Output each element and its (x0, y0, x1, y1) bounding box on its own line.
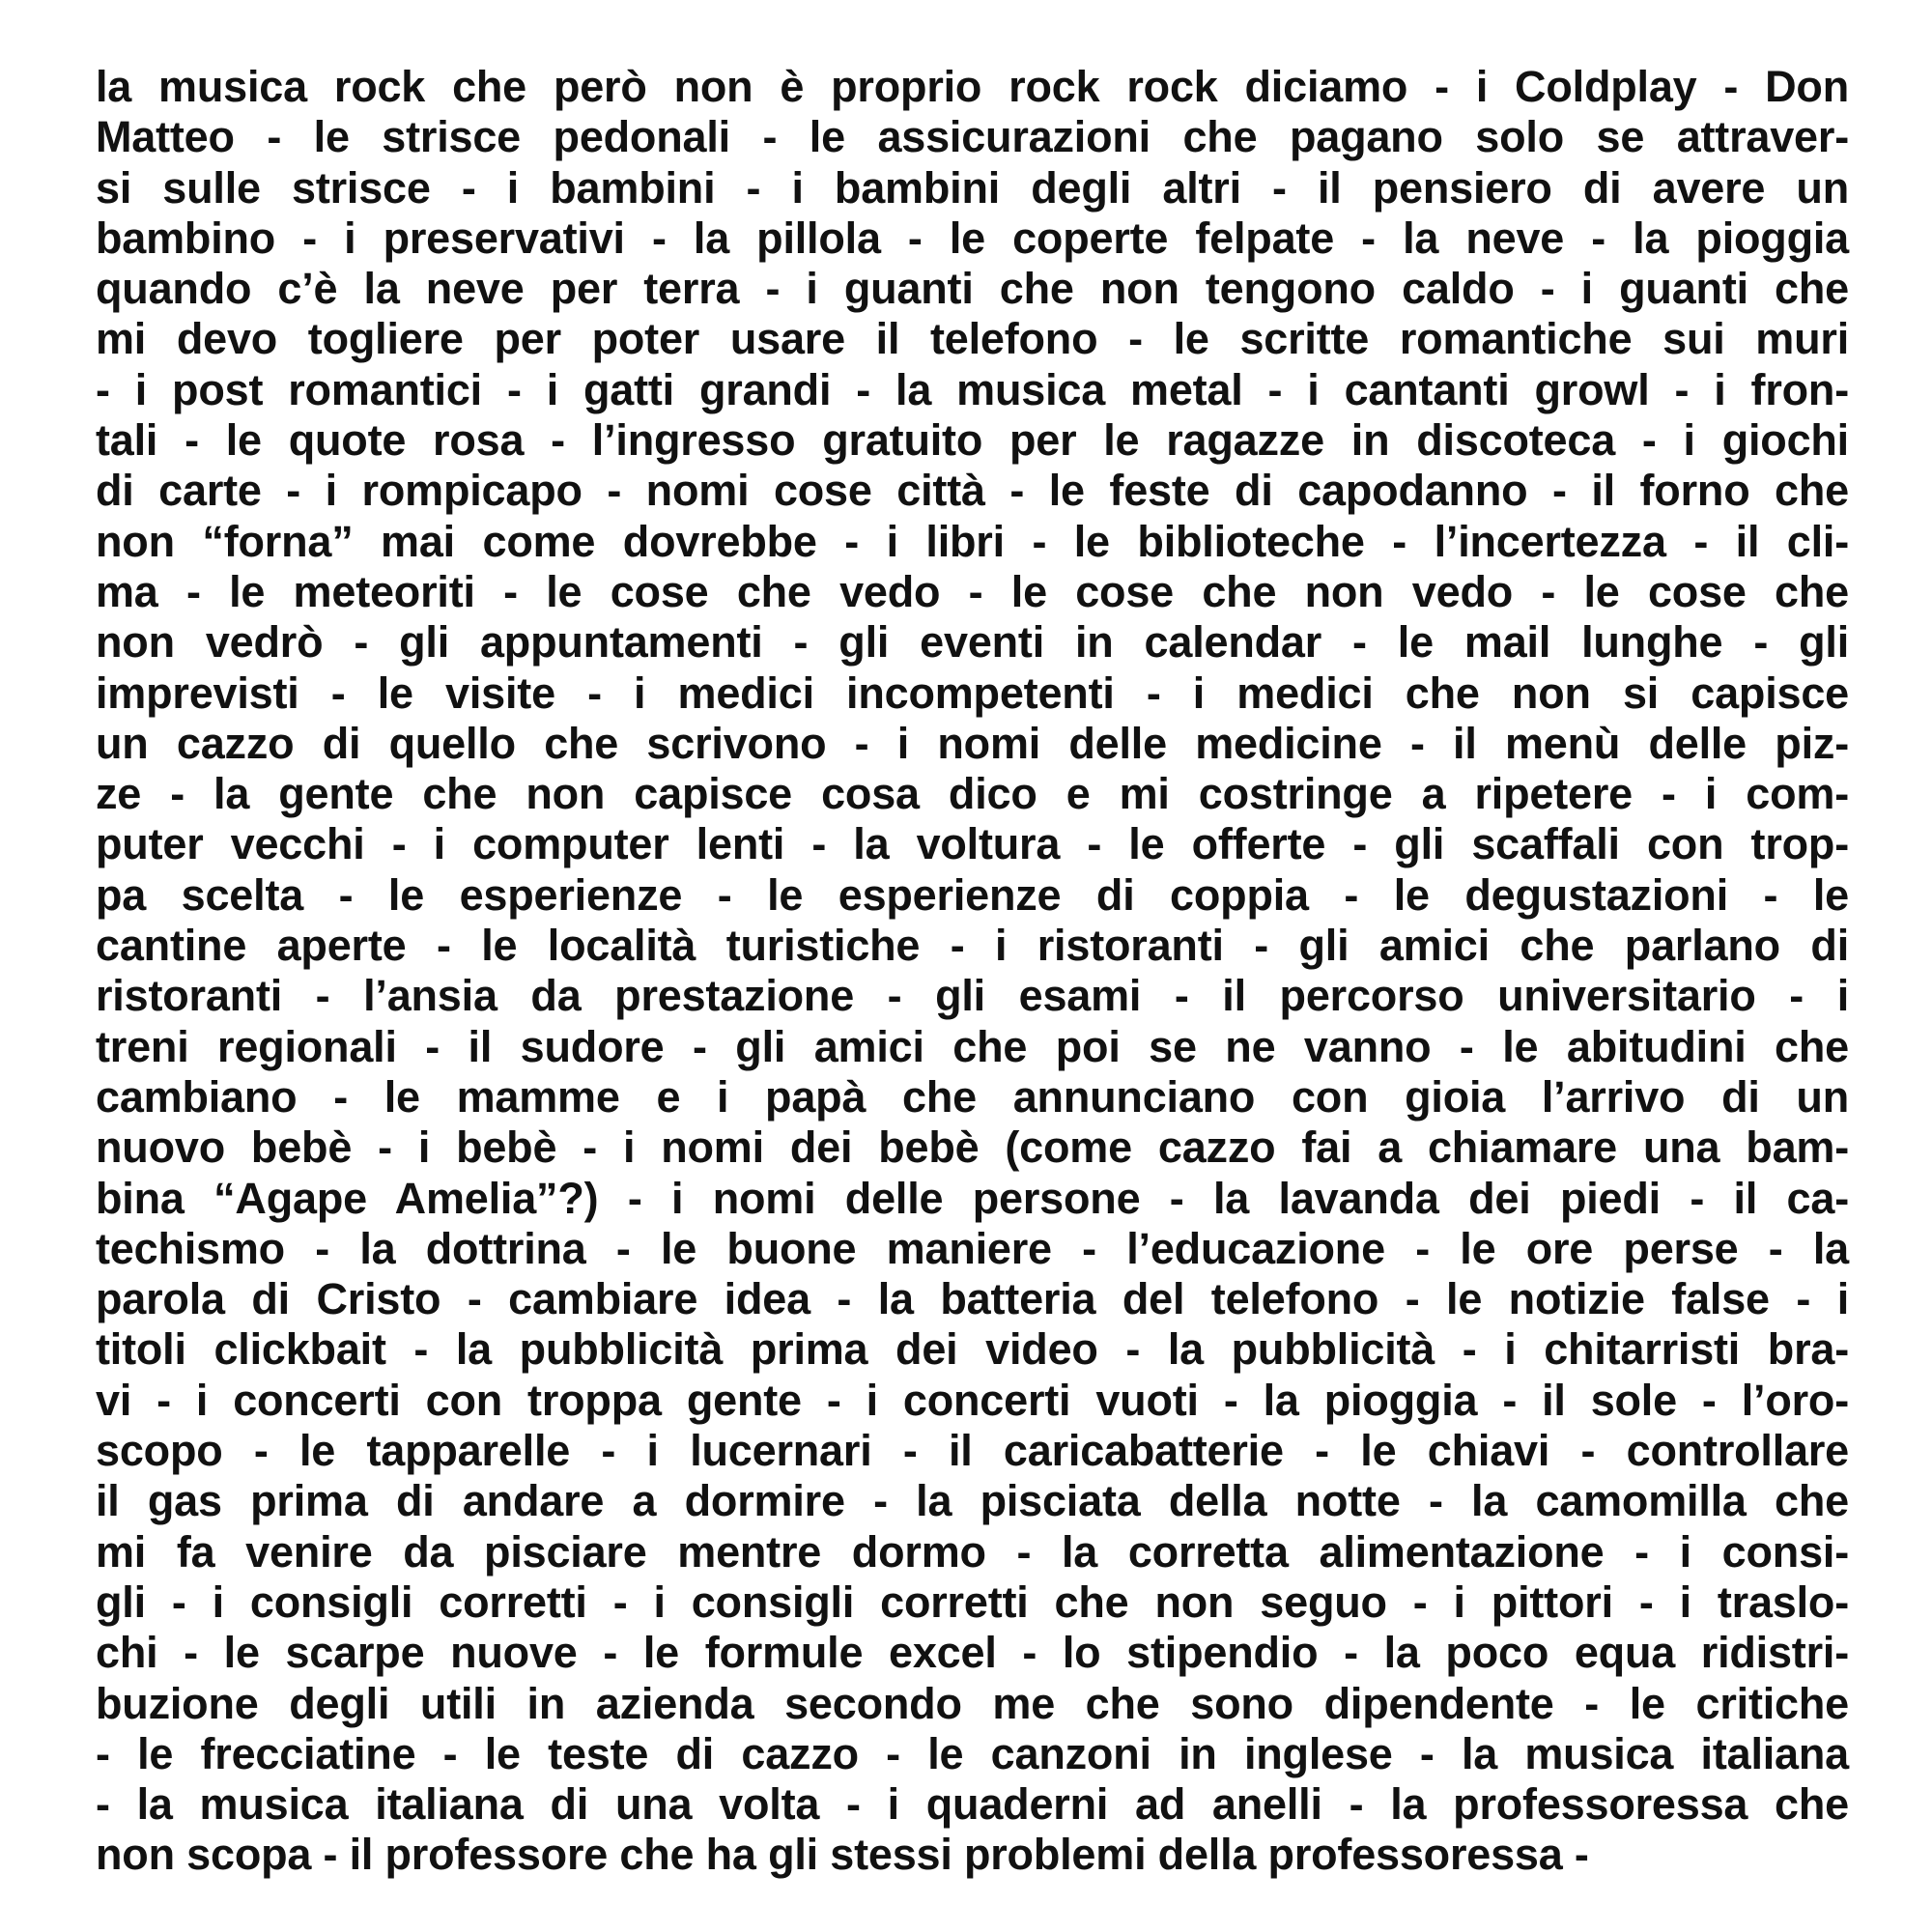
text-line: bambino - i preservativi - la pillola - le coperte felpate - la neve - la pioggia (96, 213, 1849, 263)
text-line: mi fa venire da pisciare mentre dormo - la corretta alimentazione - i consi- (96, 1526, 1849, 1577)
text-line: vi - i concerti con troppa gente - i concerti vuoti - la pioggia - il sole - l’oro- (96, 1375, 1849, 1425)
text-line: cambiano - le mamme e i papà che annunciano con gioia l’arrivo di un (96, 1071, 1849, 1122)
text-block (96, 62, 1849, 1881)
text-line: - la musica italiana di una volta - i quaderni ad anelli - la professoressa che (96, 1779, 1849, 1830)
text-line: non vedrò - gli appuntamenti - gli eventi in calendar - le mail lunghe - gli (96, 617, 1849, 668)
text-line: parola di Cristo - cambiare idea - la batteria del telefono - le notizie false - i (96, 1274, 1849, 1324)
text-line: scopo - le tapparelle - i lucernari - il caricabatterie - le chiavi - controllare (96, 1426, 1849, 1476)
text-line: si sulle strisce - i bambini - i bambini degli altri - il pensiero di avere un (96, 162, 1849, 213)
text-line: ze - la gente che non capisce cosa dico e mi costringe a ripetere - i com- (96, 769, 1849, 819)
text-line: pa scelta - le esperienze - le esperienze di coppia - le degustazioni - le (96, 869, 1849, 920)
text-line: cantine aperte - le località turistiche - i ristoranti - gli amici che parlano di (96, 921, 1849, 971)
text-line: gli - i consigli corretti - i consigli corretti che non seguo - i pittori - i traslo- (96, 1577, 1849, 1627)
text-line: titoli clickbait - la pubblicità prima dei video - la pubblicità - i chitarristi bra- (96, 1324, 1849, 1375)
text-line: non scopa - il professore che ha gli stessi problemi della professoressa - (96, 1830, 1589, 1880)
text-line: - le frecciatine - le teste di cazzo - le canzoni in inglese - la musica italiana (96, 1728, 1849, 1778)
text-line: non “forna” mai come dovrebbe - i libri - le biblioteche - l’incertezza - il cli- (96, 516, 1849, 566)
text-line: techismo - la dottrina - le buone maniere - l’educazione - le ore perse - la (96, 1223, 1849, 1273)
text-line: ma - le meteoriti - le cose che vedo - le cose che non vedo - le cose che (96, 566, 1849, 616)
text-line: puter vecchi - i computer lenti - la voltura - le offerte - gli scaffali con trop- (96, 819, 1849, 869)
text-line: mi devo togliere per poter usare il telefono - le scritte romantiche sui muri (96, 314, 1849, 364)
text-line: buzione degli utili in azienda secondo me che sono dipendente - le critiche (96, 1678, 1849, 1728)
text-line: ristoranti - l’ansia da prestazione - gli esami - il percorso universitario - i (96, 971, 1849, 1021)
text-line: treni regionali - il sudore - gli amici che poi se ne vanno - le abitudini che (96, 1021, 1849, 1071)
text-line: tali - le quote rosa - l’ingresso gratuito per le ragazze in discoteca - i giochi (96, 415, 1849, 466)
text-line: bina “Agape Amelia”?) - i nomi delle persone - la lavanda dei piedi - il ca- (96, 1173, 1849, 1223)
text-line: la musica rock che però non è proprio rock rock diciamo - i Coldplay - Don (96, 62, 1849, 111)
text-line: chi - le scarpe nuove - le formule excel - lo stipendio - la poco equa ridistri- (96, 1628, 1849, 1678)
text-line: nuovo bebè - i bebè - i nomi dei bebè (come cazzo fai a chiamare una bam- (96, 1122, 1849, 1173)
text-line: il gas prima di andare a dormire - la pisciata della notte - la camomilla che (96, 1476, 1849, 1526)
text-line: - i post romantici - i gatti grandi - la musica metal - i cantanti growl - i fron- (96, 364, 1849, 414)
text-line: di carte - i rompicapo - nomi cose città - le feste di capodanno - il forno che (96, 466, 1849, 516)
text-line: Matteo - le strisce pedonali - le assicurazioni che pagano solo se attraver- (96, 112, 1849, 162)
text-line: quando c’è la neve per terra - i guanti che non tengono caldo - i guanti che (96, 264, 1849, 314)
text-line: un cazzo di quello che scrivono - i nomi delle medicine - il menù delle piz- (96, 718, 1849, 768)
text-line: imprevisti - le visite - i medici incompetenti - i medici che non si capisce (96, 668, 1849, 718)
